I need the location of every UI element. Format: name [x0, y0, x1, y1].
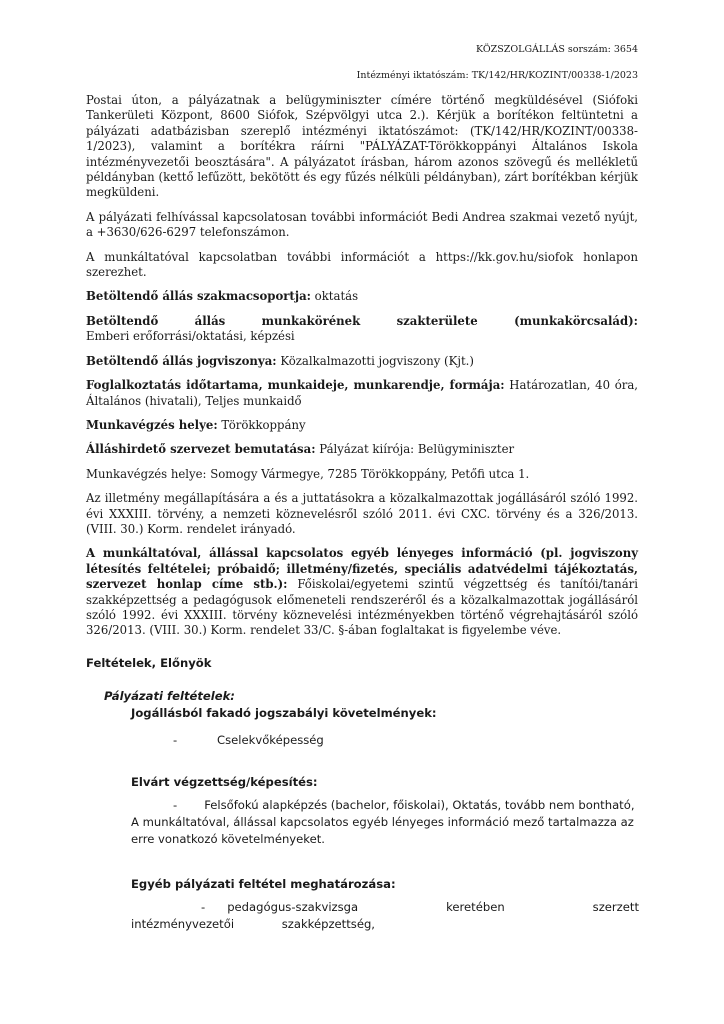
field-label: A munkáltatóval, állással kapcsolatos egyéb lényeges információ (pl. jogviszony létesítés feltételei; próbaidő; illetmény/fizetés, speciális adatvédelmi tájékoztatás, szervezet honlap címe stb.):	[86, 546, 638, 592]
field-value: Törökkoppány	[217, 417, 306, 432]
document-body	[86, 93, 638, 648]
reference-number: Intézményi iktatószám: TK/142/HR/KOZINT/00338-1/2023	[356, 70, 638, 81]
field-value: Emberi erőforrási/oktatási, képzési	[86, 329, 295, 344]
profession-group	[86, 289, 638, 304]
field-label: Betöltendő állás jogviszonya:	[86, 353, 277, 368]
education-item	[131, 797, 639, 848]
job-field	[86, 314, 638, 345]
workplace-address: Munkavégzés helye: Somogy Vármegye, 7285 Törökkoppány, Petőfi utca 1.	[86, 466, 530, 481]
serial-number: KÖZSZOLGÁLLÁS sorszám: 3654	[476, 44, 638, 55]
item-text: Felsőfokú alapképzés (bachelor, főiskolai), Oktatás, tovább nem bontható, A munkáltatóval, állással kapcsolatos egyéb lényeges információ mező tartalmazza az erre vonatkozó követelményeket.	[131, 798, 635, 846]
field-value: Határozatlan, 40 óra, Általános (hivatali), Teljes munkaidő	[86, 378, 638, 408]
field-label: Foglalkoztatás időtartama, munkaideje, munkarendje, formája:	[86, 378, 505, 393]
field-label: Betöltendő állás szakmacsoportja:	[86, 289, 311, 304]
field-label: Munkavégzés helye:	[86, 417, 218, 432]
legal-requirement-item	[173, 732, 324, 749]
field-value: Közalkalmazotti jogviszony (Kjt.)	[276, 353, 474, 368]
workplace	[86, 418, 638, 433]
legal-requirements-heading: Jogállásból fakadó jogszabályi követelmények:	[131, 706, 437, 720]
employer-info-paragraph: A munkáltatóval kapcsolatban további információt a https://kk.gov.hu/siofok honlapon szerezhet.	[86, 249, 638, 280]
salary-paragraph: Az illetmény megállapítására a és a juttatásokra a közalkalmazottak jogállásáról szóló 1992. évi XXXIII. törvény, a nemzeti köznevelésről szóló 2011. évi CXC. törvény és a 326/2013. (VIII. 30.) Korm. rendelet irányadó.	[86, 491, 638, 536]
field-label: Betöltendő állás munkakörének szakterülete (munkakörcsalád):	[86, 313, 638, 328]
dash: -	[201, 900, 206, 914]
organization-intro	[86, 442, 638, 457]
submission-paragraph: Postai úton, a pályázatnak a belügyminiszter címére történő megküldésével (Siófoki Tankerületi Központ, 8600 Siófok, Szépvölgyi utca 2.). Kérjük a borítékon feltüntetni a pályázati adatbázisban szereplő intézményi iktatószámot: (TK/142/HR/KOZINT/00338-1/2023), valamint a borítékra ráírni "PÁLYÁZAT-Törökkoppányi Általános Iskola intézményvezetői beosztására". A pályázatot írásban, három azonos szövegű és mellékletű példányban (kettő lefűzött, bekötött és egy fűzés nélküli példányban), zárt borítékban kérjük megküldeni.	[86, 93, 638, 200]
education-heading: Elvárt végzettség/képesítés:	[131, 775, 318, 789]
field-value: Pályázat kiírója: Belügyminiszter	[315, 442, 515, 457]
dash: -	[173, 798, 178, 812]
other-condition-heading: Egyéb pályázati feltétel meghatározása:	[131, 877, 396, 891]
field-value: oktatás	[310, 289, 359, 304]
dash: -	[173, 733, 178, 747]
conditions-subheading: Pályázati feltételek:	[104, 689, 235, 703]
item-text: pedagógus-szakvizsga keretében szerzett intézményvezetői szakképzettség,	[131, 900, 639, 931]
working-time	[86, 378, 638, 409]
conditions-heading: Feltételek, Előnyök	[86, 656, 212, 670]
contact-paragraph: A pályázati felhívással kapcsolatosan további információt Bedi Andrea szakmai vezető nyújt, a +3630/626-6297 telefonszámon.	[86, 209, 638, 240]
field-value: Főiskolai/egyetemi szintű végzettség és tanítói/tanári szakképzettség a pedagógusok előmeneteli rendszeréről és a közalkalmazottak jogállásáról szóló 1992. évi XXXIII. törvény köznevelési intézményekben történő végrehajtásáról szóló 326/2013. (VIII. 30.) Korm. rendelet 33/C. §-ában foglaltakat is figyelembe véve.	[86, 577, 638, 638]
other-condition-item	[131, 899, 639, 933]
field-label: Álláshirdető szervezet bemutatása:	[86, 442, 316, 457]
other-info	[86, 546, 638, 638]
item-text: Cselekvőképesség	[217, 733, 324, 747]
employment-type	[86, 354, 638, 369]
